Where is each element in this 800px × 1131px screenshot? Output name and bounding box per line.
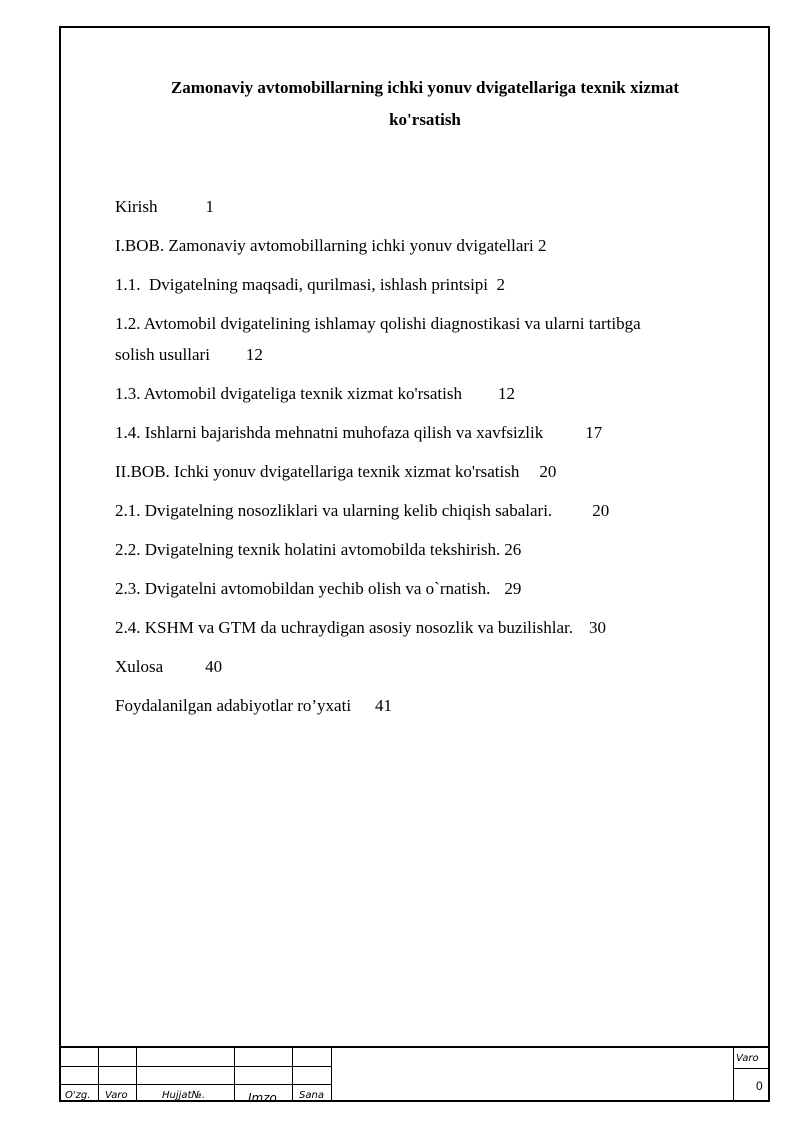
stamp-label-imzo: Imzo — [248, 1091, 277, 1105]
title-block-stamp — [59, 1046, 770, 1105]
stamp-row-line — [59, 1066, 331, 1067]
toc-item-page: 26 — [504, 540, 522, 559]
toc-item-kirish — [115, 191, 755, 222]
toc-item-text: Kirish — [115, 197, 158, 216]
table-of-contents — [115, 191, 755, 729]
toc-item-1-1 — [115, 269, 755, 300]
toc-item-text: 1.1. Dvigatelning maqsadi, qurilmasi, ishlash printsipi — [115, 275, 489, 294]
toc-item-text: 2.2. Dvigatelning texnik holatini avtomobilda tekshirish. — [115, 540, 501, 559]
toc-item-adabiyotlar — [115, 690, 755, 721]
stamp-label-sana: Sana — [299, 1090, 324, 1101]
toc-item-page: 20 — [592, 501, 610, 520]
toc-item-text: 2.3. Dvigatelni avtomobildan yechib olish va o`rnatish. — [115, 579, 491, 598]
document-title — [100, 72, 750, 136]
stamp-divider — [234, 1048, 235, 1102]
toc-item-text: Foydalanilgan adabiyotlar ro’yxati — [115, 696, 352, 715]
toc-item-page: 12 — [245, 345, 263, 364]
stamp-divider — [292, 1048, 293, 1102]
toc-item-1-3 — [115, 378, 755, 409]
stamp-sheet-label: Varo — [736, 1053, 759, 1064]
toc-item-text: 2.4. KSHM va GTM da uchraydigan asosiy nosozlik va buzilishlar. — [115, 618, 573, 637]
stamp-row-line — [59, 1084, 331, 1085]
toc-item-text: 1.3. Avtomobil dvigateliga texnik xizmat ko'rsatish — [115, 384, 462, 403]
toc-item-page: 12 — [497, 384, 515, 403]
stamp-row-line — [733, 1068, 770, 1069]
toc-item-page: 1 — [205, 197, 214, 216]
toc-item-2-4 — [115, 612, 755, 643]
toc-item-page: 17 — [585, 423, 603, 442]
stamp-divider — [136, 1048, 137, 1102]
toc-item-1-2 — [115, 308, 755, 370]
stamp-label-hujjat: Hujjat№. — [162, 1090, 206, 1101]
toc-item-bob1 — [115, 230, 755, 261]
toc-item-page: 30 — [589, 618, 606, 637]
stamp-divider — [331, 1048, 332, 1102]
toc-item-page: 40 — [205, 657, 223, 676]
toc-item-2-2 — [115, 534, 755, 565]
stamp-label-ozg: O'zg. — [65, 1090, 91, 1101]
toc-item-text: Xulosa — [115, 657, 164, 676]
toc-item-page: 29 — [504, 579, 522, 598]
toc-item-text: 1.2. Avtomobil dvigatelining ishlamay qolishi diagnostikasi va ularni tartibga — [115, 314, 641, 333]
toc-item-text: 2.1. Dvigatelning nosozliklari va ularning kelib chiqish sabalari. — [115, 501, 553, 520]
title-line-2: ko'rsatish — [389, 110, 461, 129]
title-line-1: Zamonaviy avtomobillarning ichki yonuv dvigatellariga texnik xizmat — [170, 78, 680, 97]
toc-item-1-4 — [115, 417, 755, 448]
toc-item-xulosa — [115, 651, 755, 682]
toc-item-bob2 — [115, 456, 755, 487]
toc-item-text-continued: solish usullari — [115, 345, 210, 364]
toc-item-2-1 — [115, 495, 755, 526]
toc-item-page: 2 — [496, 275, 506, 294]
toc-item-page: 2 — [538, 236, 547, 255]
stamp-divider — [98, 1048, 99, 1102]
toc-item-text: II.BOB. Ichki yonuv dvigatellariga texnik xizmat ko'rsatish — [115, 462, 520, 481]
stamp-sheet-number: 0 — [756, 1079, 763, 1093]
toc-item-2-3 — [115, 573, 755, 604]
stamp-label-varo: Varo — [105, 1090, 128, 1101]
stamp-divider — [733, 1048, 734, 1102]
toc-item-page: 20 — [539, 462, 557, 481]
toc-item-text: I.BOB. Zamonaviy avtomobillarning ichki yonuv dvigatellari — [115, 236, 534, 255]
toc-item-page: 41 — [375, 696, 393, 715]
toc-item-text: 1.4. Ishlarni bajarishda mehnatni muhofaza qilish va xavfsizlik — [115, 423, 544, 442]
